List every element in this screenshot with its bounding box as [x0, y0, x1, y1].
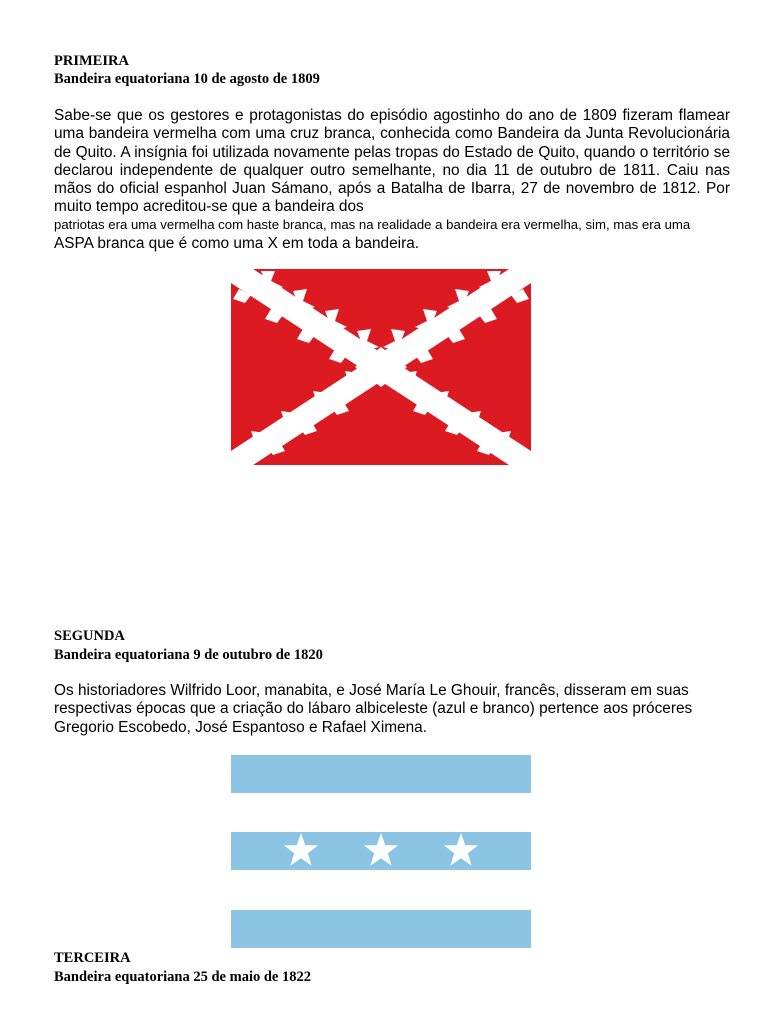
star-icon — [284, 833, 318, 866]
paragraph-primeira — [54, 107, 730, 217]
flag-stripe-middle — [231, 832, 531, 870]
section-label-primeira: PRIMEIRA — [54, 53, 129, 69]
paragraph-primeira-small: patriotas era uma vermelha com haste branca, mas na realidade a bandeira era vermelha, sim, mas era uma — [54, 217, 691, 232]
paragraph-primeira-text: Sabe-se que os gestores e protagonistas do episódio agostinho do ano de 1809 fizeram flamear uma bandeira vermelha com uma cruz branca, conhecida como Bandeira da Junta Revolucionária de Quito. A insígnia foi utilizada novamente pelas tropas do Estado de Quito, quando o território se declarou independente de qualquer outro semelhante, no dia 11 de outubro de 1811. Caiu nas mãos do oficial espanhol Juan Sámano, após a Batalha de Ibarra, 27 de novembro de 1812. Por muito tempo acreditou-se que a bandeira dos — [54, 107, 730, 216]
section-label-segunda: SEGUNDA — [54, 628, 125, 644]
section-subtitle-primeira: Bandeira equatoriana 10 de agosto de 1809 — [54, 71, 320, 87]
flag-stripe-bottom — [231, 910, 531, 948]
flag-stripe-top — [231, 755, 531, 793]
section-subtitle-terceira: Bandeira equatoriana 25 de maio de 1822 — [54, 969, 311, 985]
star-icon — [444, 833, 478, 866]
paragraph-primeira-end: ASPA branca que é como uma X em toda a bandeira. — [54, 235, 420, 252]
section-subtitle-segunda: Bandeira equatoriana 9 de outubro de 1820 — [54, 647, 323, 663]
star-icon — [364, 833, 398, 866]
section-label-terceira: TERCEIRA — [54, 950, 131, 966]
flag-guayaquil-1820 — [231, 755, 531, 949]
flag-quito-junta — [231, 269, 531, 465]
paragraph-segunda: Os historiadores Wilfrido Loor, manabita, e José María Le Ghouir, francês, disseram em suas respectivas épocas que a criação do lábaro albiceleste (azul e branco) pertence aos próceres Gregorio Escobedo, José Espantoso e Rafael Ximena. — [54, 682, 693, 736]
